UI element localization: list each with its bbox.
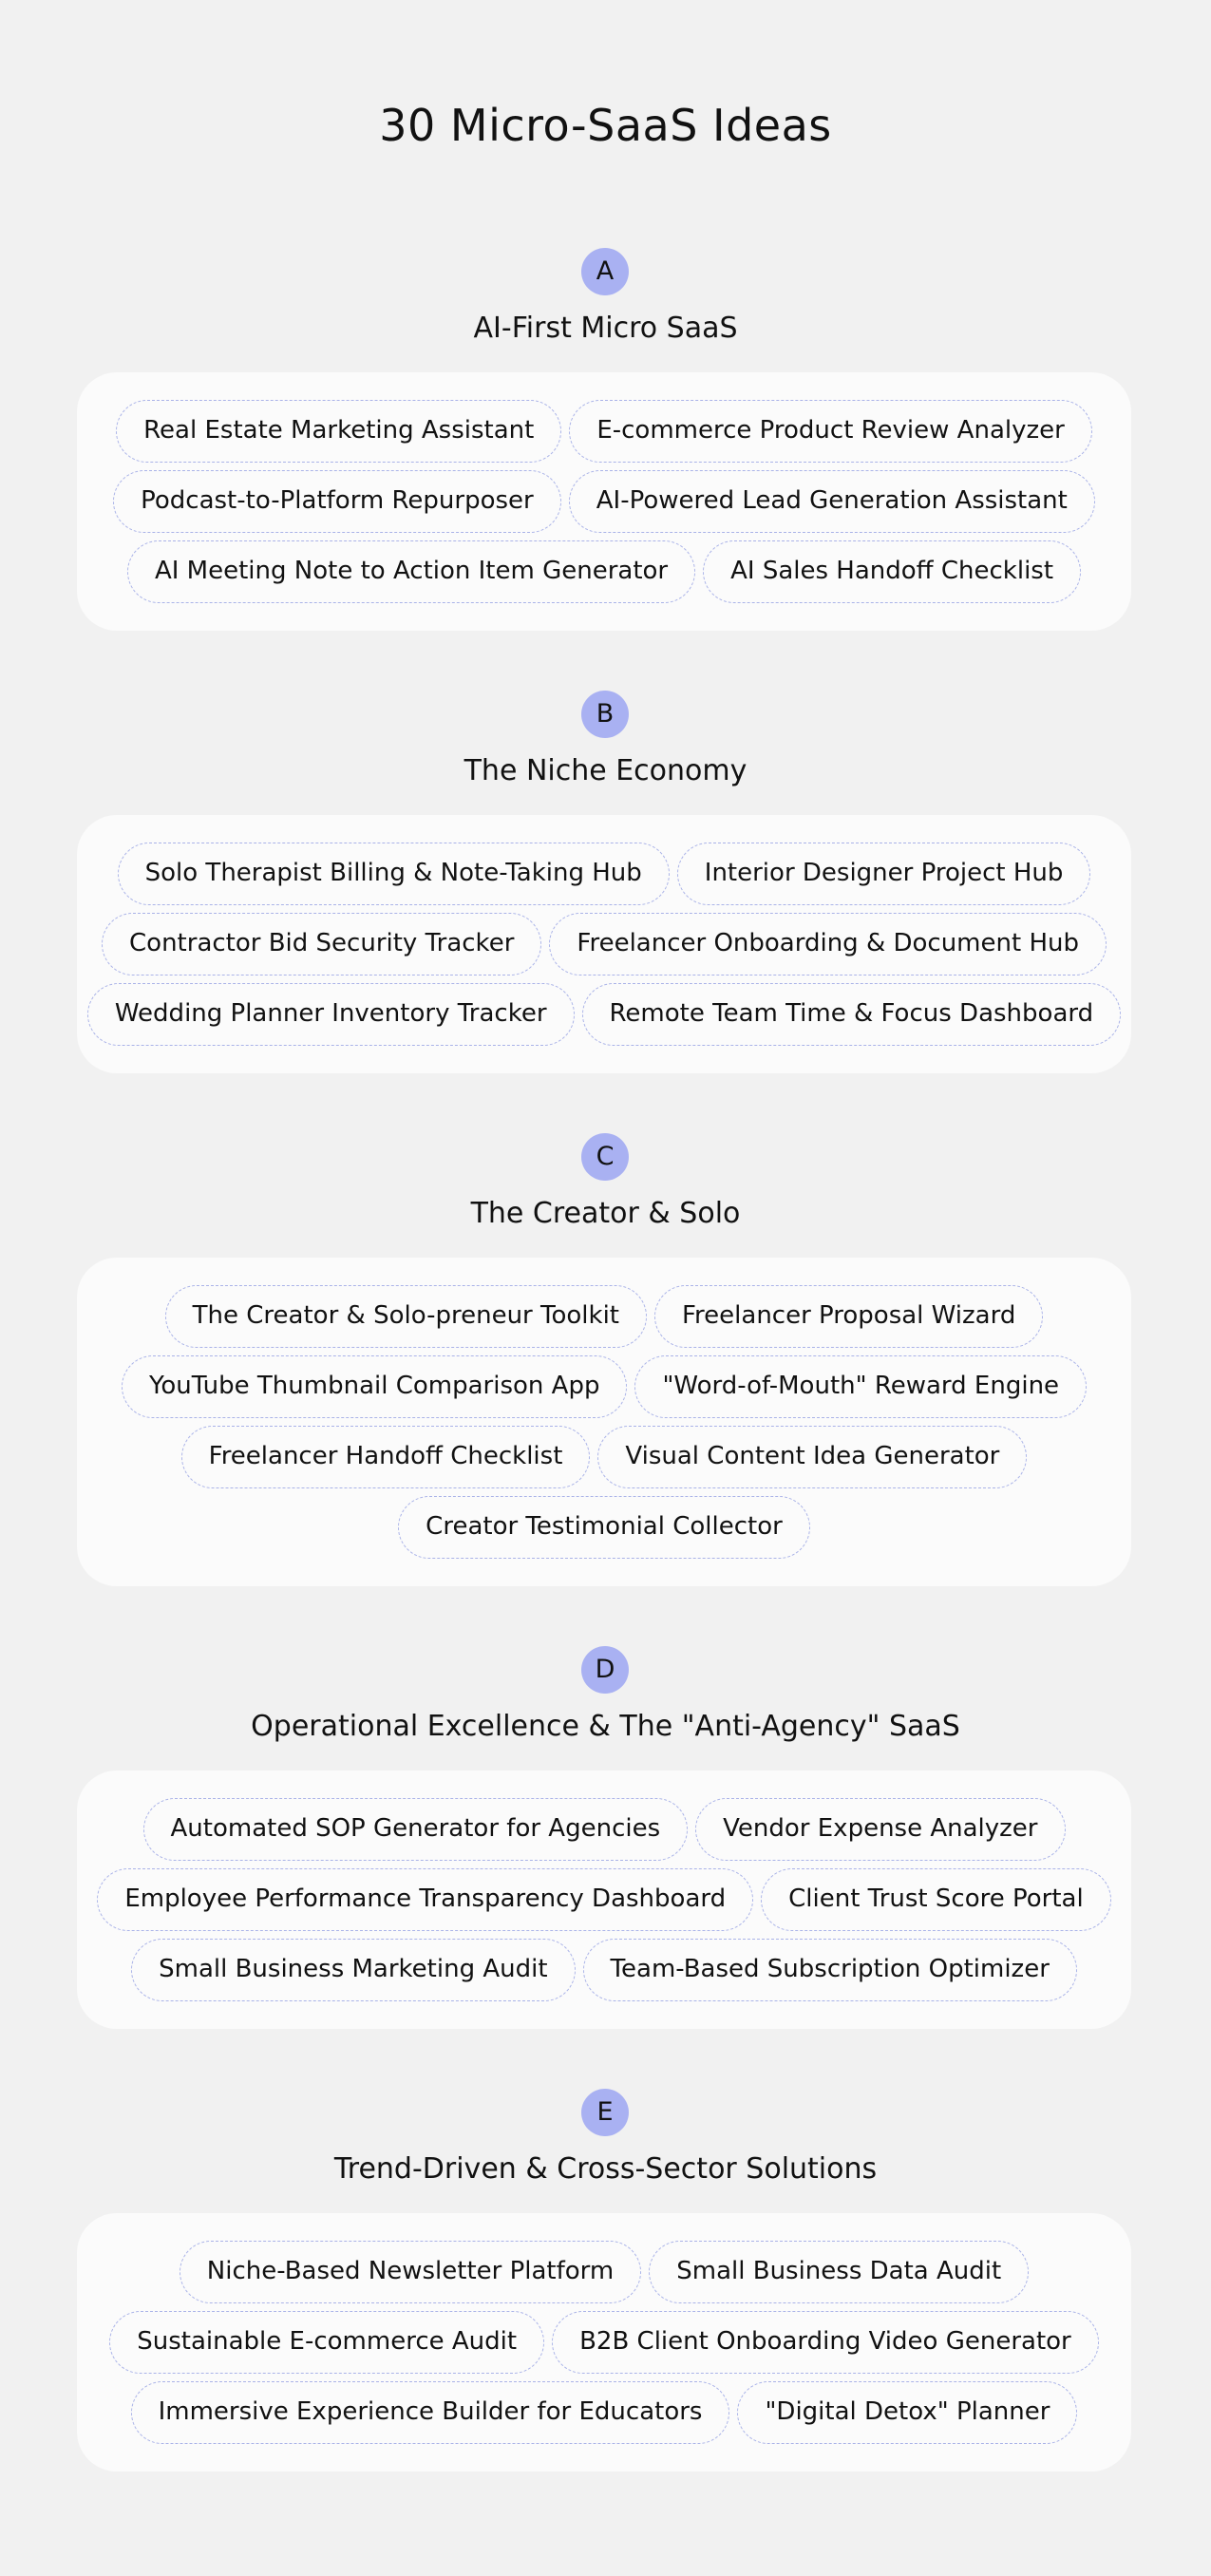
idea-chip: B2B Client Onboarding Video Generator bbox=[552, 2311, 1099, 2374]
ideas-card bbox=[77, 1771, 1131, 2029]
idea-chip: "Digital Detox" Planner bbox=[737, 2381, 1077, 2444]
idea-chip: Freelancer Onboarding & Document Hub bbox=[549, 913, 1107, 975]
idea-chip: Sustainable E-commerce Audit bbox=[109, 2311, 544, 2374]
section-letter-badge: D bbox=[581, 1646, 629, 1694]
idea-chip: "Word-of-Mouth" Reward Engine bbox=[634, 1355, 1087, 1418]
idea-chip: YouTube Thumbnail Comparison App bbox=[122, 1355, 628, 1418]
idea-chip: Immersive Experience Builder for Educators bbox=[131, 2381, 730, 2444]
idea-chip: Freelancer Proposal Wizard bbox=[654, 1285, 1043, 1348]
section-title: Trend-Driven & Cross-Sector Solutions bbox=[333, 2152, 878, 2186]
idea-chip: Solo Therapist Billing & Note-Taking Hub bbox=[118, 843, 670, 905]
idea-chip: Team-Based Subscription Optimizer bbox=[583, 1939, 1077, 2001]
idea-chip: Client Trust Score Portal bbox=[761, 1868, 1111, 1931]
section-title: Operational Excellence & The "Anti-Agency" SaaS bbox=[251, 1710, 960, 1743]
idea-chip: Real Estate Marketing Assistant bbox=[116, 400, 561, 463]
idea-chip: AI Meeting Note to Action Item Generator bbox=[127, 540, 695, 603]
idea-chip: The Creator & Solo-preneur Toolkit bbox=[165, 1285, 647, 1348]
idea-chip: E-commerce Product Review Analyzer bbox=[569, 400, 1092, 463]
idea-chip: Freelancer Handoff Checklist bbox=[181, 1426, 591, 1488]
section-letter-badge: A bbox=[581, 248, 629, 295]
idea-chip: Interior Designer Project Hub bbox=[677, 843, 1091, 905]
section-title: AI-First Micro SaaS bbox=[473, 312, 738, 345]
idea-chip: Vendor Expense Analyzer bbox=[695, 1798, 1065, 1861]
ideas-card bbox=[77, 2213, 1131, 2472]
idea-chip: Automated SOP Generator for Agencies bbox=[143, 1798, 689, 1861]
idea-chip: Niche-Based Newsletter Platform bbox=[180, 2241, 641, 2303]
idea-chip: Small Business Marketing Audit bbox=[131, 1939, 575, 2001]
ideas-card bbox=[77, 372, 1131, 631]
idea-chip: Podcast-to-Platform Repurposer bbox=[113, 470, 561, 533]
section-title: The Niche Economy bbox=[464, 754, 747, 787]
page-title: 30 Micro-SaaS Ideas bbox=[379, 100, 832, 151]
ideas-card bbox=[77, 1258, 1131, 1586]
idea-chip: Visual Content Idea Generator bbox=[597, 1426, 1027, 1488]
idea-chip: Creator Testimonial Collector bbox=[398, 1496, 810, 1559]
idea-chip: Employee Performance Transparency Dashboard bbox=[97, 1868, 753, 1931]
idea-chip: AI-Powered Lead Generation Assistant bbox=[569, 470, 1095, 533]
section-letter-badge: B bbox=[581, 691, 629, 738]
idea-chip: Small Business Data Audit bbox=[649, 2241, 1029, 2303]
idea-chip: Wedding Planner Inventory Tracker bbox=[87, 983, 575, 1046]
idea-chip: AI Sales Handoff Checklist bbox=[703, 540, 1081, 603]
idea-chip: Contractor Bid Security Tracker bbox=[102, 913, 541, 975]
section-letter-badge: C bbox=[581, 1133, 629, 1181]
section-letter-badge: E bbox=[581, 2089, 629, 2136]
idea-chip: Remote Team Time & Focus Dashboard bbox=[582, 983, 1122, 1046]
ideas-card bbox=[77, 815, 1131, 1073]
section-title: The Creator & Solo bbox=[470, 1197, 741, 1230]
